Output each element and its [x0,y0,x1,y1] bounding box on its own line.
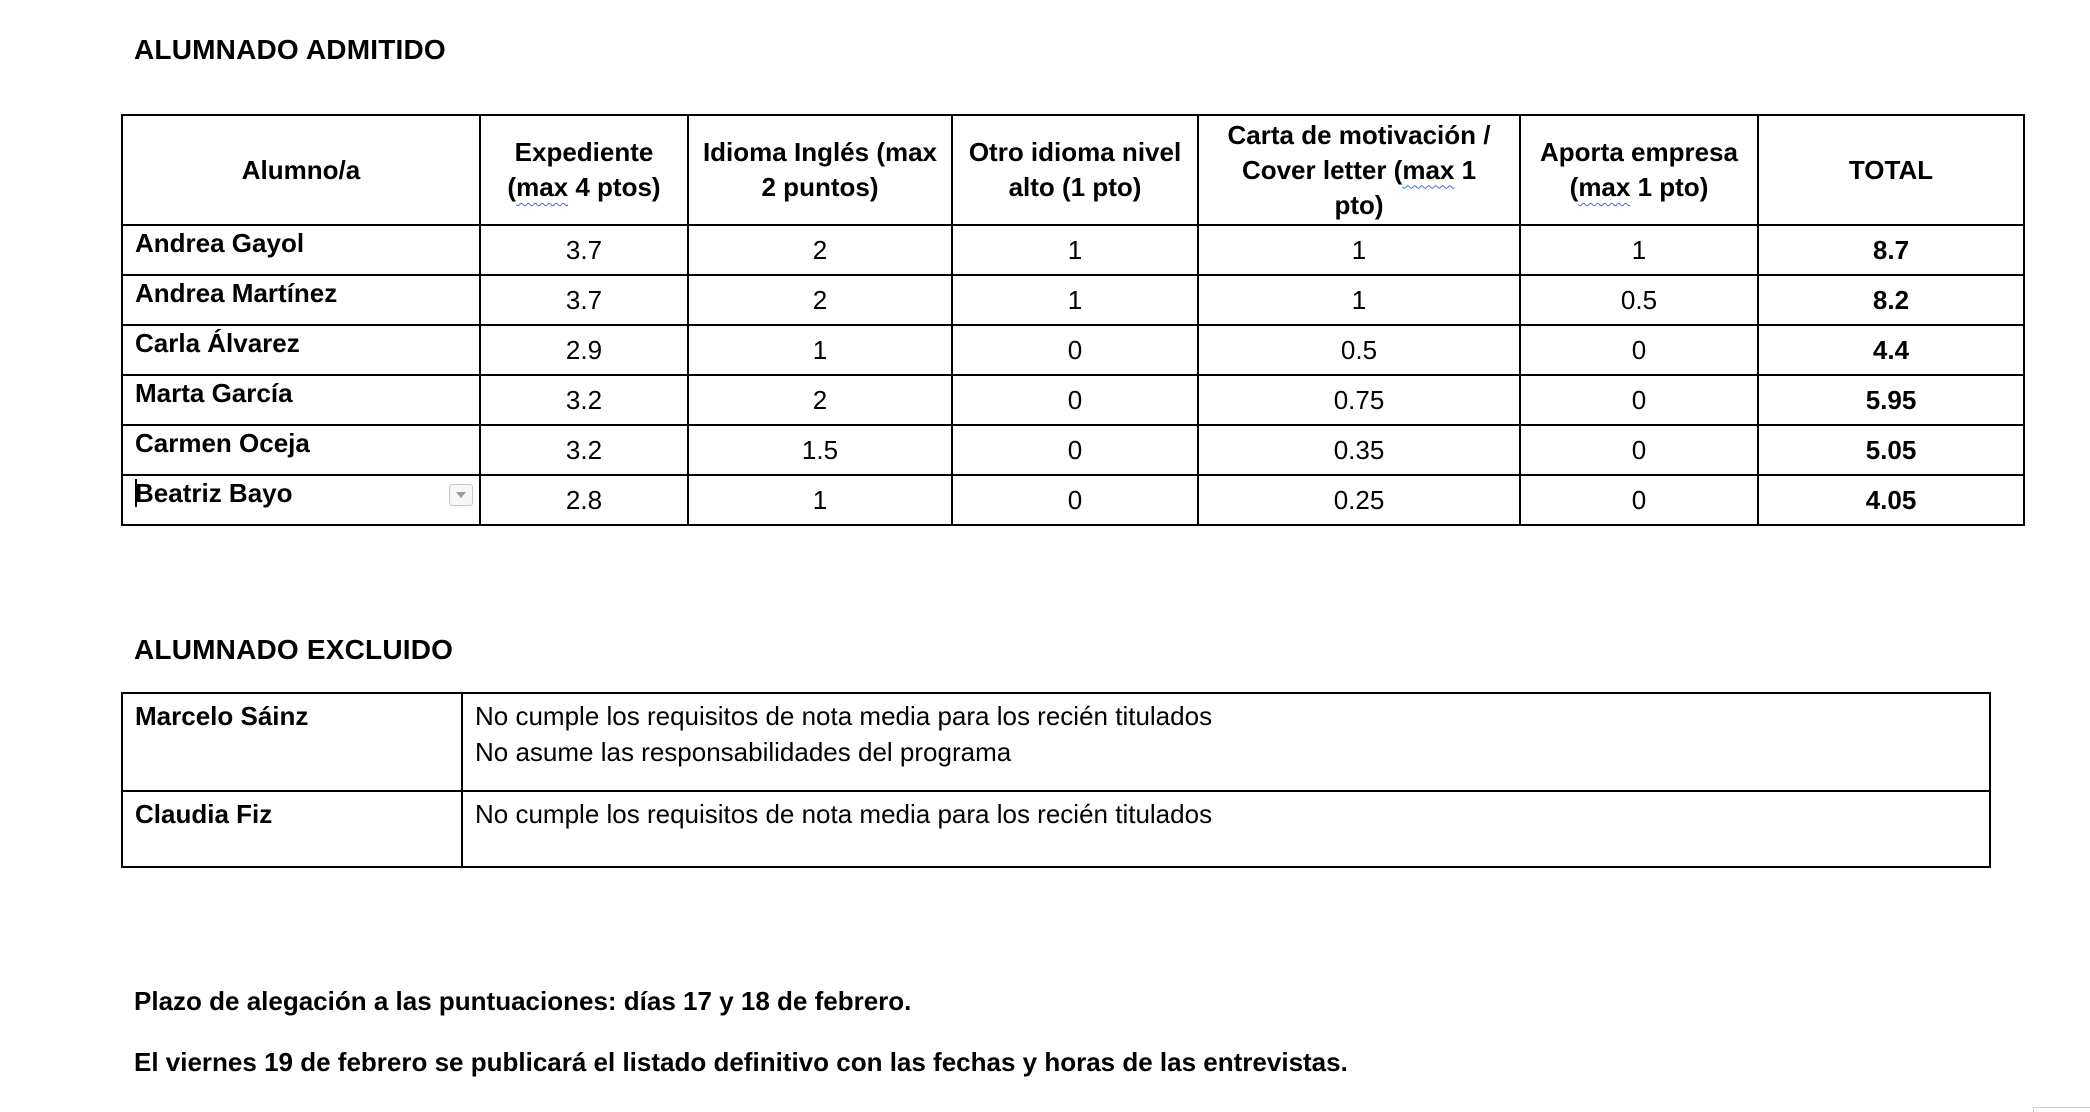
table-row [122,325,2024,375]
table-row [122,791,1990,867]
english-cell[interactable]: 2 [688,275,952,325]
other-language-cell[interactable]: 0 [952,375,1198,425]
student-name-cell[interactable]: Andrea Martínez [122,275,480,325]
cover-letter-cell[interactable]: 0.25 [1198,475,1520,525]
admitted-table[interactable] [121,114,2025,526]
other-language-cell[interactable]: 1 [952,275,1198,325]
other-language-cell[interactable]: 1 [952,225,1198,275]
spellcheck-underline: max [1402,154,1455,185]
company-cell[interactable]: 0 [1520,325,1758,375]
expediente-cell[interactable]: 3.2 [480,375,688,425]
table-row [122,375,2024,425]
excluded-name-cell[interactable]: Claudia Fiz [122,791,462,867]
total-cell[interactable]: 5.05 [1758,425,2024,475]
expediente-cell[interactable]: 3.7 [480,225,688,275]
total-cell[interactable]: 8.7 [1758,225,2024,275]
table-row [122,475,2024,525]
admitted-header-row [122,115,2024,225]
other-language-cell[interactable]: 0 [952,325,1198,375]
page-corner [2033,1107,2090,1112]
student-name-cell[interactable]: Carla Álvarez [122,325,480,375]
admitted-heading: ALUMNADO ADMITIDO [134,34,446,65]
spellcheck-underline: max [1578,172,1631,202]
header-other-language[interactable]: Otro idioma nivel alto (1 pto) [952,115,1198,225]
spellcheck-underline: max [516,172,569,202]
chevron-down-icon[interactable] [449,484,473,506]
expediente-cell[interactable]: 2.8 [480,475,688,525]
publication-note: El viernes 19 de febrero se publicará el listado definitivo con las fechas y horas de las entrevistas. [134,1047,1348,1077]
deadline-note: Plazo de alegación a las puntuaciones: días 17 y 18 de febrero. [134,986,912,1016]
student-name-cell[interactable]: Carmen Oceja [122,425,480,475]
header-expediente[interactable]: Expediente (max 4 ptos) [480,115,688,225]
excluded-table[interactable] [121,692,1991,868]
header-cover-letter[interactable]: Carta de motivación / Cover letter (max 1 pto) [1198,115,1520,225]
excluded-reason-cell[interactable] [462,791,1990,867]
total-cell[interactable]: 4.4 [1758,325,2024,375]
other-language-cell[interactable]: 0 [952,425,1198,475]
table-row [122,425,2024,475]
header-english[interactable]: Idioma Inglés (max 2 puntos) [688,115,952,225]
expediente-cell[interactable]: 2.9 [480,325,688,375]
expediente-cell[interactable]: 3.2 [480,425,688,475]
cover-letter-cell[interactable]: 0.35 [1198,425,1520,475]
english-cell[interactable]: 1 [688,475,952,525]
english-cell[interactable]: 2 [688,225,952,275]
header-total[interactable]: TOTAL [1758,115,2024,225]
cover-letter-cell[interactable]: 1 [1198,275,1520,325]
reason-line: No asume las responsabilidades del programa [475,737,1012,767]
excluded-reason-cell[interactable] [462,693,1990,791]
table-row [122,693,1990,791]
company-cell[interactable]: 1 [1520,225,1758,275]
cover-letter-cell[interactable]: 1 [1198,225,1520,275]
reason-line: No cumple los requisitos de nota media para los recién titulados [475,799,1213,829]
english-cell[interactable]: 1 [688,325,952,375]
english-cell[interactable]: 1.5 [688,425,952,475]
cover-letter-cell[interactable]: 0.75 [1198,375,1520,425]
header-company[interactable]: Aporta empresa (max 1 pto) [1520,115,1758,225]
student-name-cell[interactable]: Beatriz Bayo [122,475,480,525]
total-cell[interactable]: 5.95 [1758,375,2024,425]
cover-letter-cell[interactable]: 0.5 [1198,325,1520,375]
total-cell[interactable]: 4.05 [1758,475,2024,525]
total-cell[interactable]: 8.2 [1758,275,2024,325]
english-cell[interactable]: 2 [688,375,952,425]
company-cell[interactable]: 0.5 [1520,275,1758,325]
company-cell[interactable]: 0 [1520,475,1758,525]
student-name-cell[interactable]: Andrea Gayol [122,225,480,275]
other-language-cell[interactable]: 0 [952,475,1198,525]
excluded-heading: ALUMNADO EXCLUIDO [134,634,454,665]
company-cell[interactable]: 0 [1520,425,1758,475]
reason-line: No cumple los requisitos de nota media para los recién titulados [475,701,1213,731]
excluded-name-cell[interactable]: Marcelo Sáinz [122,693,462,791]
header-student[interactable]: Alumno/a [122,115,480,225]
table-row [122,225,2024,275]
expediente-cell[interactable]: 3.7 [480,275,688,325]
student-name-cell[interactable]: Marta García [122,375,480,425]
company-cell[interactable]: 0 [1520,375,1758,425]
table-row [122,275,2024,325]
